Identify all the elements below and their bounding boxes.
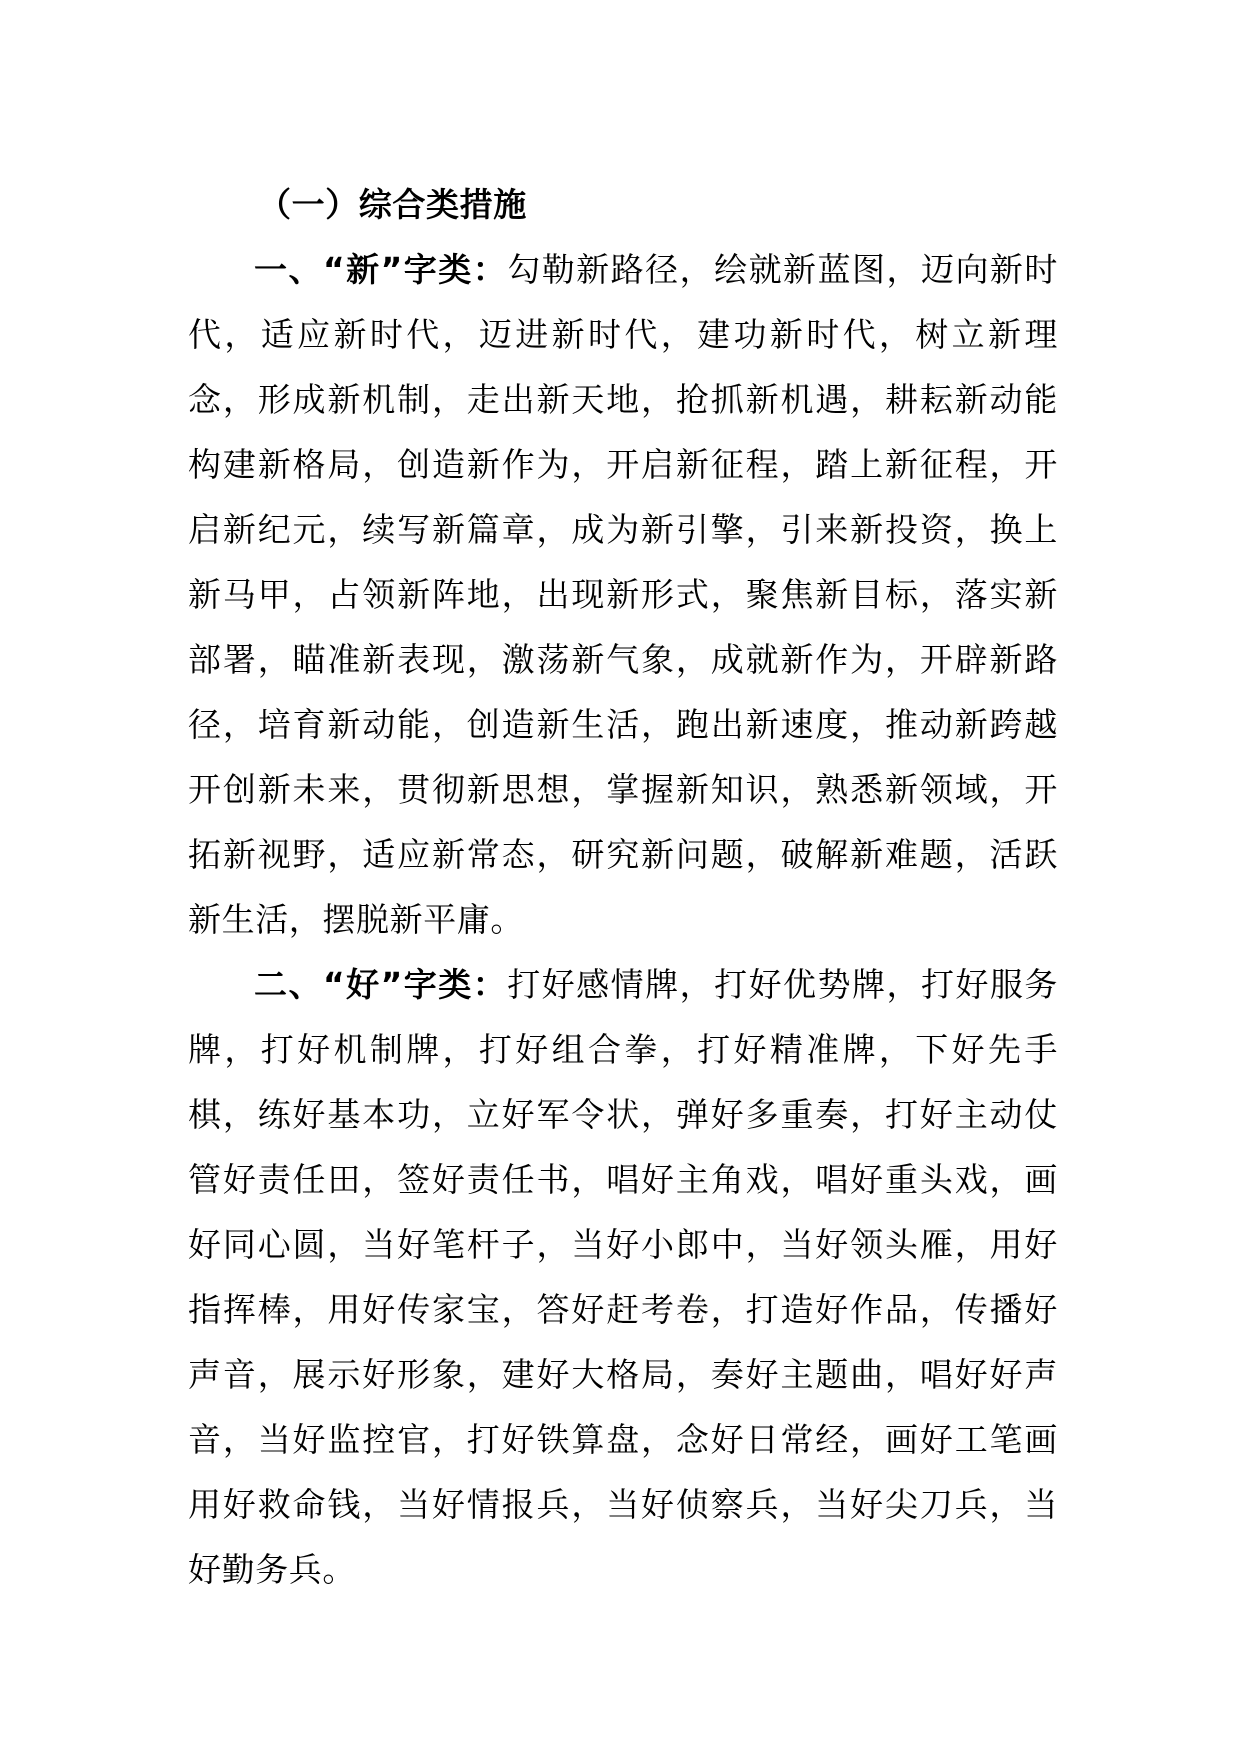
document-body (188, 172, 1058, 1602)
paragraph-good-category (188, 952, 1058, 1602)
paragraph-new-category (188, 237, 1058, 952)
paragraph-body-good: 打好感情牌，打好优势牌，打好服务牌，打好机制牌，打好组合拳，打好精准牌，下好先手棋，练好基本功，立好军令状，弹好多重奏，打好主动仗管好责任田，签好责任书，唱好主角戏，唱好重头戏，画好同心圆，当好笔杆子，当好小郎中，当好领头雁，用好指挥棒，用好传家宝，答好赶考卷，打造好作品，传播好声音，展示好形象，建好大格局，奏好主题曲，唱好好声音，当好监控官，打好铁算盘，念好日常经，画好工笔画用好救命钱，当好情报兵，当好侦察兵，当好尖刀兵，当好勤务兵。 (188, 965, 1058, 1589)
paragraph-body-new: 勾勒新路径，绘就新蓝图，迈向新时代，适应新时代，迈进新时代，建功新时代，树立新理念，形成新机制，走出新天地，抢抓新机遇，耕耘新动能构建新格局，创造新作为，开启新征程，踏上新征程，开启新纪元，续写新篇章，成为新引擎，引来新投资，换上新马甲，占领新阵地，出现新形式，聚焦新目标，落实新部署，瞄准新表现，激荡新气象，成就新作为，开辟新路径，培育新动能，创造新生活，跑出新速度，推动新跨越开创新未来，贯彻新思想，掌握新知识，熟悉新领域，开拓新视野，适应新常态，研究新问题，破解新难题，活跃新生活，摆脱新平庸。 (188, 250, 1058, 939)
paragraph-lead-new: 一、“新”字类： (254, 250, 508, 289)
paragraph-lead-good: 二、“好”字类： (254, 965, 508, 1004)
section-title: （一）综合类措施 (258, 185, 527, 224)
